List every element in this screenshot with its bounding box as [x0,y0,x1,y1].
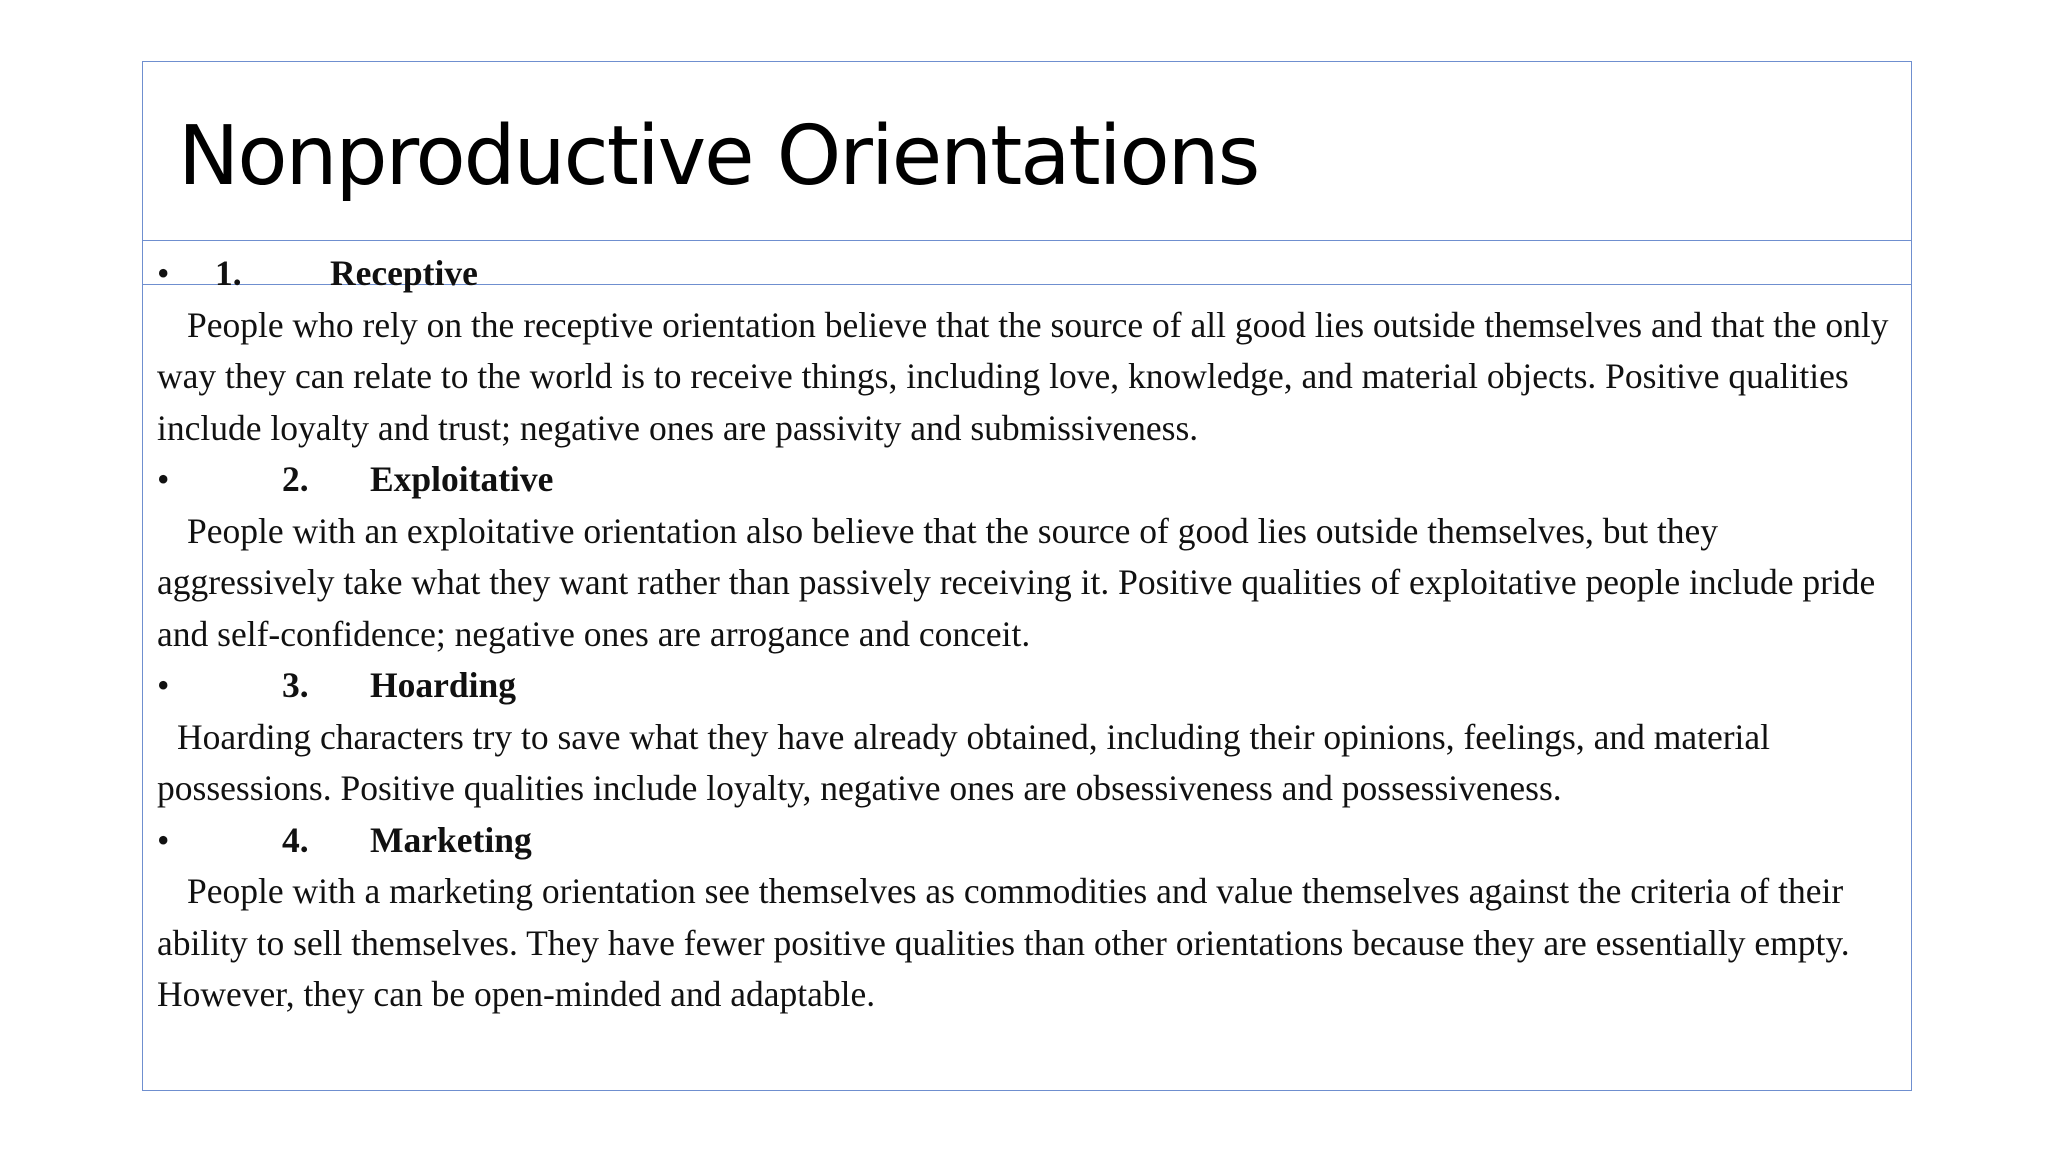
item-heading-marketing [157,815,1897,867]
item-label: Receptive [330,253,478,293]
item-description-hoarding [157,712,1897,815]
item-label: Marketing [370,819,532,860]
item-label: Exploitative [370,459,554,499]
item-heading-receptive [157,248,1897,300]
item-heading-exploitative [157,454,1897,506]
item-number: 4. [282,819,309,860]
item-text: Hoarding characters try to save what they have already obtained, including their opinions, feelings, and material possessions. Positive qualities include loyalty, negative ones are obsessiveness and possessiveness. [157,716,1771,808]
slide-body [157,248,1897,1021]
bullet-glyph: • [157,459,170,499]
item-description-receptive [157,300,1897,455]
item-text: People with a marketing orientation see themselves as commodities and value themselves against the criteria of their ability to sell themselves. They have fewer positive qualities than other orientations because they are essentially empty. However, they can be open-minded and adaptable. [157,871,1850,1014]
item-number: 2. [282,459,309,499]
item-label: Hoarding [370,665,516,705]
bullet-glyph: • [157,253,170,293]
item-heading-hoarding [157,660,1897,712]
bullet-glyph: • [157,819,170,860]
item-text: People who rely on the receptive orientation believe that the source of all good lies outside themselves and that the only way they can relate to the world is to receive things, including love, knowledge, and material objects. Positive qualities include loyalty and trust; negative ones are passivity and submissiveness. [157,304,1889,448]
item-description-exploitative [157,506,1897,661]
item-number: 1. [215,253,242,293]
bullet-glyph: • [157,665,170,705]
item-description-marketing [157,866,1897,1021]
item-text: People with an exploitative orientation also believe that the source of good lies outside themselves, but they aggressively take what they want rather than passively receiving it. Positive qualities of exploitative people include pride and self-confidence; negative ones are arrogance and conceit. [157,510,1876,654]
slide-title: Nonproductive Orientations [178,109,1259,204]
item-number: 3. [282,665,309,705]
